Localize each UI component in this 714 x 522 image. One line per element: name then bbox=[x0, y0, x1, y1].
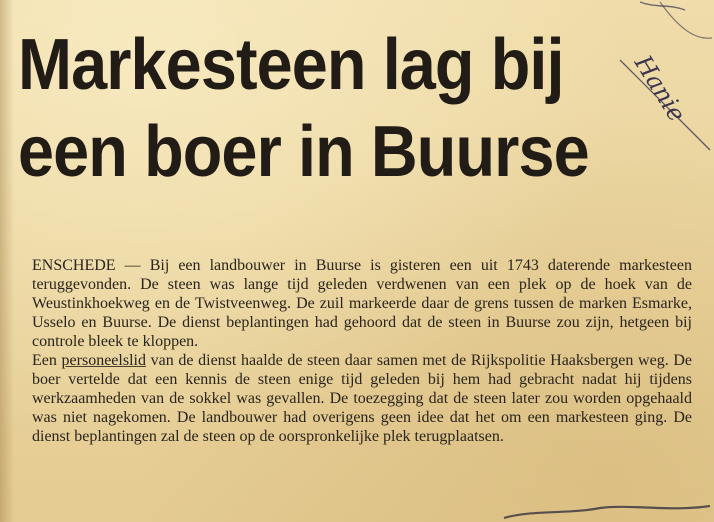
headline-line-1: Markesteen lag bij bbox=[18, 25, 564, 105]
paragraph-2-rest: van de dienst haalde de steen daar samen met de Rijkspolitie Haaksbergen weg. De boer vertelde dat een kennis de steen enige tijd geleden bij hem had gebracht nadat hij tijdens werkzaamheden van de sokkel was gevallen. De toezegging dat de steen later zou worden opgehaald was niet nagekomen. De landbouwer had overigens geen idee dat het om een markesteen ging. De dienst beplantingen zal de steen op de oorspronkelijke plek terugplaatsen. bbox=[32, 352, 692, 445]
article-paragraph-2 bbox=[32, 351, 692, 446]
headline-line-2: een boer in Buurse bbox=[18, 112, 589, 192]
article-paragraph-1: ENSCHEDE — Bij een landbouwer in Buurse is gisteren een uit 1743 daterende markesteen teruggevonden. De steen was lange tijd geleden verdwenen van een plek op de hoek van de Weustinkhoekweg en de Twistveenweg. De zuil markeerde daar de grens tussen de marken Esmarke, Usselo en Buurse. De dienst beplantingen had gehoord dat de steen in Buurse zou zijn, hetgeen bij controle bleek te kloppen. bbox=[32, 257, 692, 350]
paper-edge-shadow bbox=[0, 0, 14, 522]
handwritten-text: Hanie bbox=[628, 50, 692, 127]
article-headline bbox=[18, 22, 589, 196]
handwritten-annotation bbox=[600, 0, 714, 170]
article-body bbox=[32, 256, 692, 446]
paragraph-2-prefix: Een bbox=[32, 352, 62, 369]
pen-mark bbox=[500, 500, 714, 522]
underlined-word: personeelslid bbox=[61, 352, 146, 369]
